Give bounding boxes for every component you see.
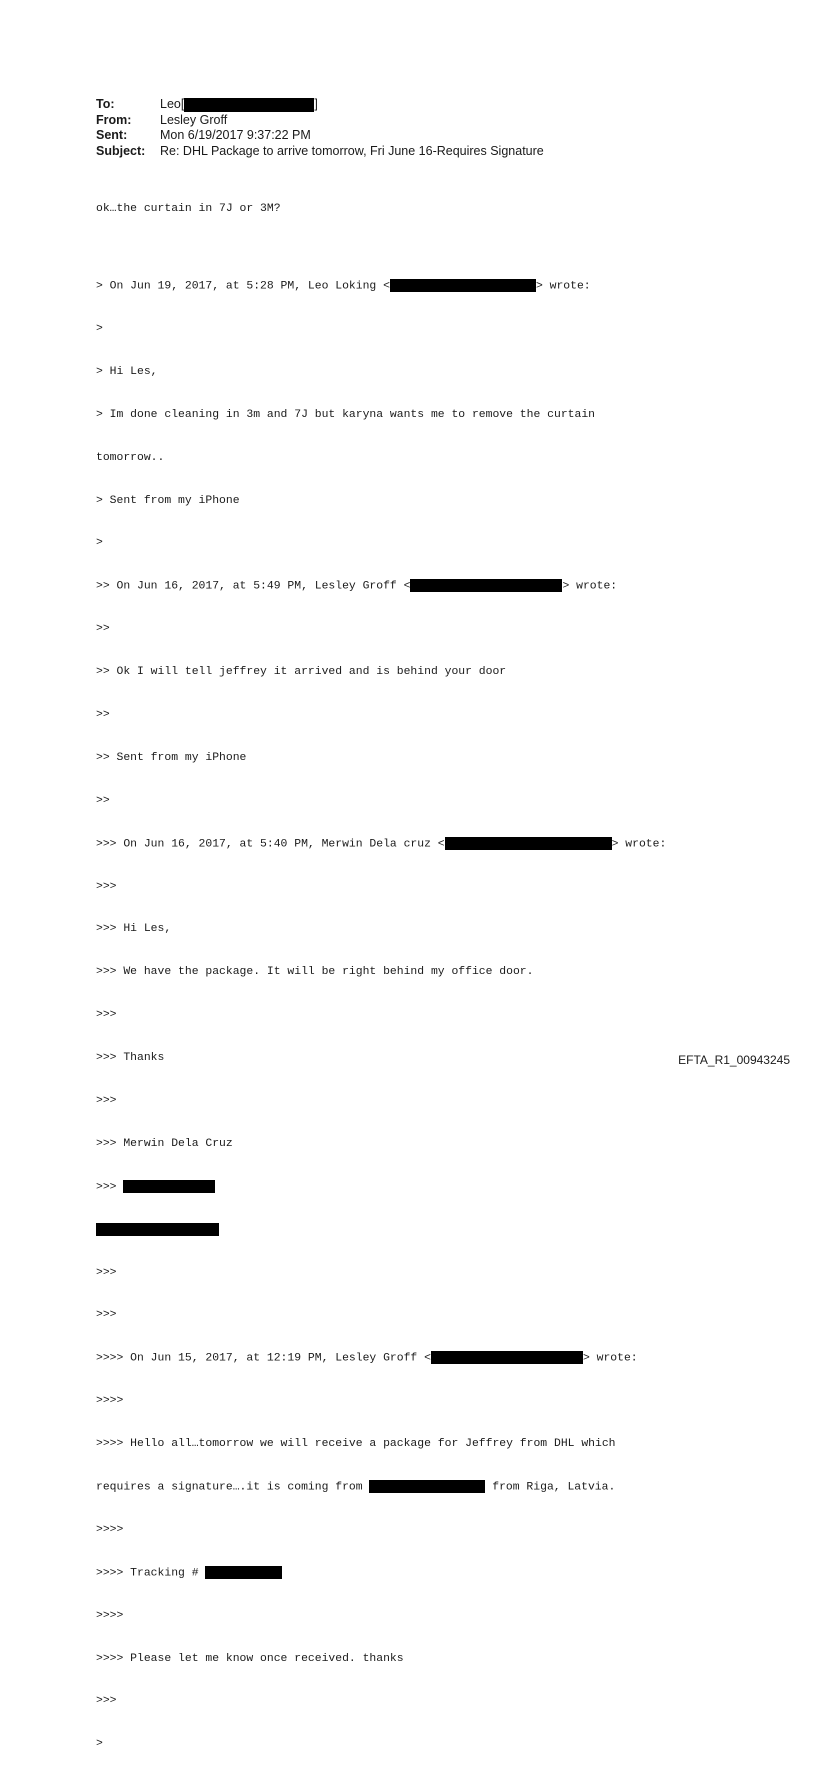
redaction-box: [123, 1180, 215, 1193]
quote-header: > On Jun 19, 2017, at 5:28 PM, Leo Loking < > wrote:: [96, 280, 591, 293]
email-body: [96, 173, 796, 1766]
body-line: >>: [96, 623, 110, 636]
body-line: >: [96, 1738, 103, 1751]
body-line: >>>> Please let me know once received. thanks: [96, 1652, 404, 1665]
body-line: >>>: [96, 1266, 117, 1279]
body-line: >>>> Hello all…tomorrow we will receive a package for Jeffrey from DHL which: [96, 1438, 616, 1451]
body-line: > Hi Les,: [96, 365, 158, 378]
body-line: >>>: [96, 1009, 117, 1022]
body-line: > Sent from my iPhone: [96, 494, 240, 507]
subject-row: [96, 144, 544, 160]
body-line: tomorrow..: [96, 451, 165, 464]
to-row: [96, 97, 544, 113]
body-line: requires a signature….it is coming from from Riga, Latvia.: [96, 1481, 616, 1494]
to-label: To:: [96, 97, 115, 111]
sent-value: Mon 6/19/2017 9:37:22 PM: [160, 128, 311, 142]
redaction-box: [205, 1566, 282, 1579]
body-line: >>>>: [96, 1395, 124, 1408]
sent-label: Sent:: [96, 128, 128, 142]
body-line: >> Sent from my iPhone: [96, 751, 247, 764]
from-value: Lesley Groff: [160, 112, 228, 127]
body-line: >>> Merwin Dela Cruz: [96, 1137, 233, 1150]
body-line: >>: [96, 708, 110, 721]
redaction-box: [96, 1223, 219, 1236]
body-line: > Im done cleaning in 3m and 7J but karyna wants me to remove the curtain: [96, 408, 595, 421]
redaction-box: [184, 98, 314, 112]
redaction-box: [410, 579, 562, 592]
body-line: >>> Hi Les,: [96, 923, 172, 936]
quote-header: >> On Jun 16, 2017, at 5:49 PM, Lesley Groff < > wrote:: [96, 580, 618, 593]
redaction-box: [390, 279, 536, 292]
email-header: [96, 97, 544, 159]
body-line: >> Ok I will tell jeffrey it arrived and is behind your door: [96, 666, 507, 679]
quote-header: >>>> On Jun 15, 2017, at 12:19 PM, Lesley Groff < > wrote:: [96, 1352, 638, 1365]
body-line: >>>: [96, 1309, 117, 1322]
redaction-box: [369, 1480, 485, 1493]
body-line: >>>>: [96, 1523, 124, 1536]
body-line: >>>: [96, 1095, 117, 1107]
quote-header: >>> On Jun 16, 2017, at 5:40 PM, Merwin Dela cruz < > wrote:: [96, 838, 667, 851]
body-line: >: [96, 322, 103, 335]
body-line: >>>: [96, 1695, 117, 1708]
from-row: [96, 113, 544, 129]
signature-line: >>>: [96, 1180, 796, 1194]
from-label: From:: [96, 112, 132, 127]
to-value: Leo[ ]: [160, 97, 318, 111]
body-line: ok…the curtain in 7J or 3M?: [96, 202, 281, 215]
subject-value: Re: DHL Package to arrive tomorrow, Fri June 16-Requires Signature: [160, 143, 544, 158]
subject-label: Subject:: [96, 143, 146, 158]
body-line: >>> We have the package. It will be right behind my office door.: [96, 966, 534, 979]
redaction-box: [445, 837, 612, 850]
body-line: >: [96, 537, 103, 550]
body-line: >>>: [96, 880, 117, 893]
sent-row: [96, 128, 544, 144]
signature-line: [96, 1223, 796, 1237]
tracking-line: >>>> Tracking #: [96, 1566, 796, 1580]
body-line: >>: [96, 794, 110, 807]
redaction-box: [431, 1351, 583, 1364]
bates-number: EFTA_R1_00943245: [678, 1053, 790, 1067]
body-line: >>>>: [96, 1609, 124, 1622]
body-line: >>> Thanks: [96, 1052, 165, 1065]
